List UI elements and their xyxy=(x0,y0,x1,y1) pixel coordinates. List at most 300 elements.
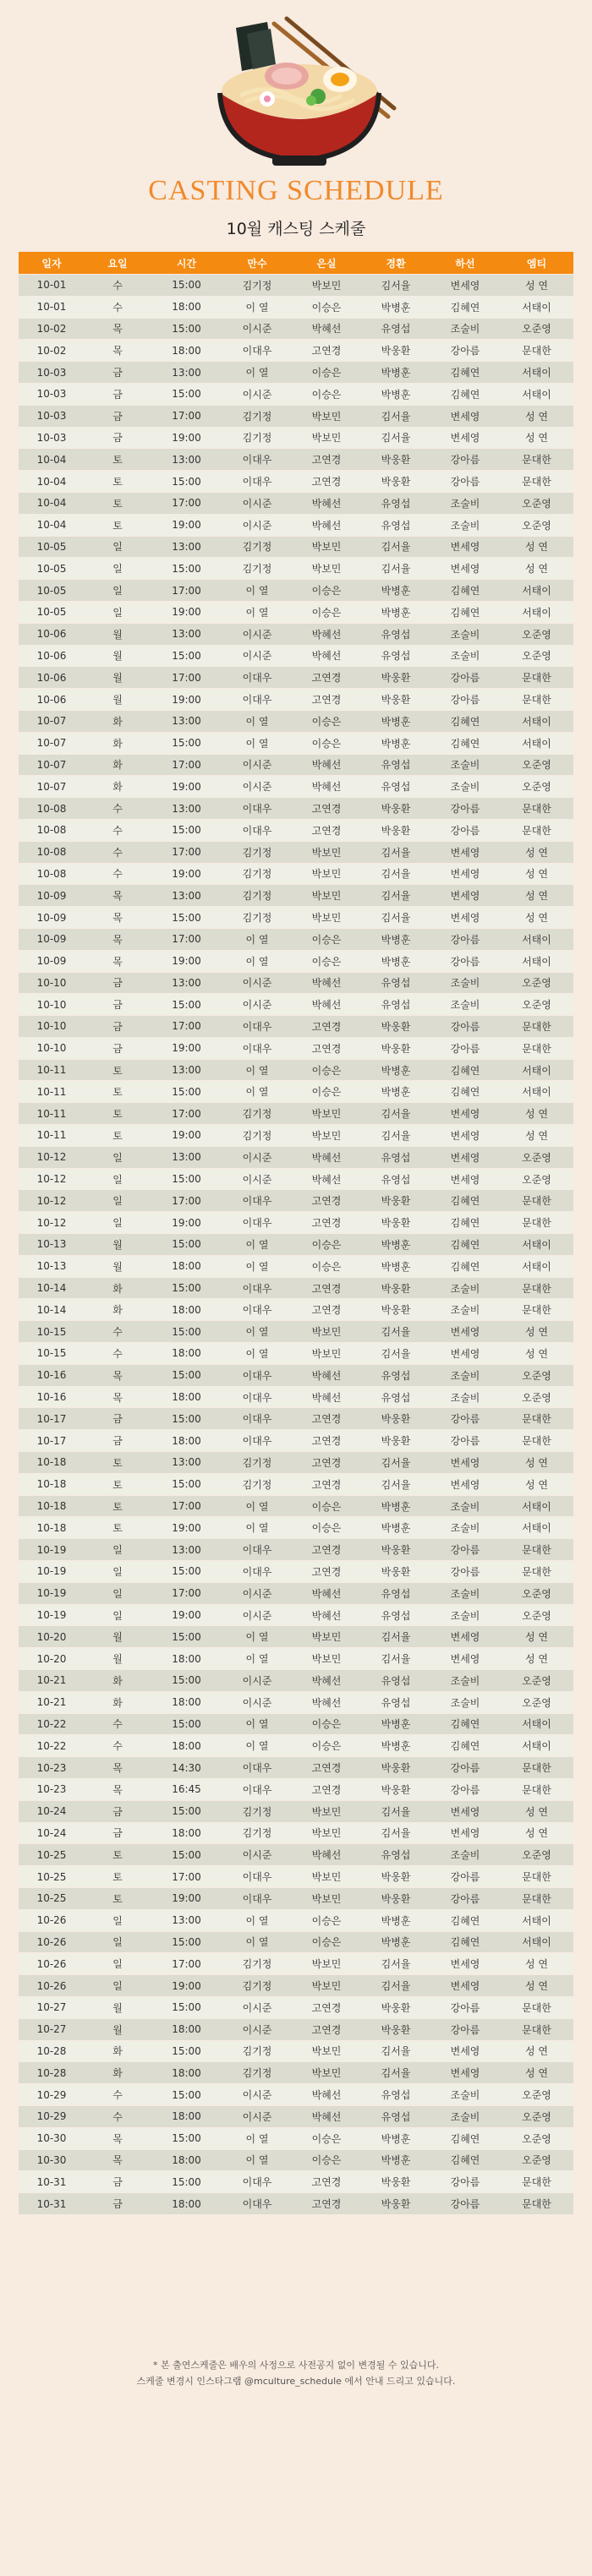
weekday-cell: 수 xyxy=(85,2084,151,2105)
table-row xyxy=(19,646,573,667)
cast-cell: 박보민 xyxy=(292,1321,361,1342)
cast-cell: 이승은 xyxy=(292,384,361,405)
table-row xyxy=(19,1408,573,1429)
cast-cell: 박보민 xyxy=(292,1801,361,1822)
cast-cell: 박병훈 xyxy=(361,1735,430,1756)
cast-cell: 이대우 xyxy=(222,1278,292,1299)
cast-cell: 강아름 xyxy=(430,2019,500,2040)
cast-cell: 김기정 xyxy=(222,406,292,427)
table-row xyxy=(19,1125,573,1146)
table-row xyxy=(19,1321,573,1342)
table-row xyxy=(19,319,573,340)
time-cell: 13:00 xyxy=(151,1060,222,1081)
table-row xyxy=(19,1365,573,1386)
date-cell: 10-08 xyxy=(19,864,85,885)
table-row xyxy=(19,1932,573,1953)
weekday-cell: 화 xyxy=(85,776,151,797)
cast-cell: 김서율 xyxy=(361,275,430,296)
cast-cell: 이 열 xyxy=(222,1321,292,1342)
table-row xyxy=(19,1212,573,1233)
cast-cell: 이승은 xyxy=(292,1910,361,1931)
cast-cell: 오준영 xyxy=(500,493,573,514)
date-cell: 10-12 xyxy=(19,1212,85,1233)
weekday-cell: 금 xyxy=(85,2193,151,2214)
cast-cell: 김서율 xyxy=(361,1648,430,1669)
date-cell: 10-20 xyxy=(19,1648,85,1669)
cast-cell: 박보민 xyxy=(292,2062,361,2083)
table-row xyxy=(19,1147,573,1168)
cast-cell: 강아름 xyxy=(430,449,500,470)
weekday-cell: 일 xyxy=(85,1932,151,1953)
weekday-cell: 화 xyxy=(85,2062,151,2083)
cast-cell: 박웅환 xyxy=(361,340,430,361)
table-row xyxy=(19,1496,573,1517)
date-cell: 10-27 xyxy=(19,2019,85,2040)
date-cell: 10-09 xyxy=(19,951,85,972)
cast-cell: 이승은 xyxy=(292,362,361,383)
cast-cell: 김서율 xyxy=(361,885,430,906)
cast-cell: 서태이 xyxy=(500,602,573,623)
cast-cell: 변세영 xyxy=(430,275,500,296)
date-cell: 10-31 xyxy=(19,2171,85,2192)
time-cell: 15:00 xyxy=(151,2128,222,2149)
table-row xyxy=(19,2041,573,2062)
cast-cell: 유영섭 xyxy=(361,319,430,340)
weekday-cell: 토 xyxy=(85,1517,151,1538)
cast-cell: 이대우 xyxy=(222,1387,292,1408)
cast-cell: 문대한 xyxy=(500,1561,573,1582)
cast-cell: 유영섭 xyxy=(361,493,430,514)
weekday-cell: 일 xyxy=(85,1910,151,1931)
time-cell: 18:00 xyxy=(151,1343,222,1364)
page-subtitle: 10월 캐스팅 스케줄 xyxy=(226,220,366,238)
cast-cell: 박병훈 xyxy=(361,1256,430,1277)
weekday-cell: 토 xyxy=(85,1125,151,1146)
weekday-cell: 목 xyxy=(85,1365,151,1386)
table-row xyxy=(19,2150,573,2171)
cast-cell: 오준영 xyxy=(500,515,573,536)
cast-cell: 변세영 xyxy=(430,1801,500,1822)
table-row xyxy=(19,1060,573,1081)
date-cell: 10-22 xyxy=(19,1735,85,1756)
casting-schedule-table xyxy=(19,251,573,2215)
time-cell: 19:00 xyxy=(151,1975,222,1996)
cast-cell: 고연경 xyxy=(292,1278,361,1299)
cast-cell: 이 열 xyxy=(222,929,292,950)
time-cell: 13:00 xyxy=(151,798,222,819)
table-row xyxy=(19,537,573,558)
date-cell: 10-23 xyxy=(19,1757,85,1778)
cast-cell: 변세영 xyxy=(430,558,500,579)
table-row xyxy=(19,929,573,950)
table-row xyxy=(19,1583,573,1604)
date-cell: 10-08 xyxy=(19,820,85,841)
cast-cell: 서태이 xyxy=(500,951,573,972)
cast-cell: 이승은 xyxy=(292,733,361,754)
cast-cell: 박보민 xyxy=(292,1125,361,1146)
date-cell: 10-06 xyxy=(19,646,85,667)
cast-cell: 성 연 xyxy=(500,558,573,579)
date-cell: 10-05 xyxy=(19,537,85,558)
date-cell: 10-08 xyxy=(19,842,85,863)
cast-cell: 문대한 xyxy=(500,1212,573,1233)
cast-cell: 강아름 xyxy=(430,1866,500,1887)
cast-cell: 고연경 xyxy=(292,1408,361,1429)
table-row xyxy=(19,471,573,492)
weekday-cell: 토 xyxy=(85,1496,151,1517)
weekday-cell: 수 xyxy=(85,1735,151,1756)
table-row xyxy=(19,1474,573,1495)
weekday-cell: 토 xyxy=(85,1474,151,1495)
cast-cell: 강아름 xyxy=(430,820,500,841)
cast-cell: 박병훈 xyxy=(361,951,430,972)
weekday-cell: 수 xyxy=(85,297,151,318)
cast-cell: 김서율 xyxy=(361,1474,430,1495)
time-cell: 15:00 xyxy=(151,471,222,492)
cast-cell: 유영섭 xyxy=(361,1692,430,1713)
cast-cell: 이대우 xyxy=(222,340,292,361)
weekday-cell: 일 xyxy=(85,1190,151,1211)
cast-cell: 이승은 xyxy=(292,1234,361,1255)
table-row xyxy=(19,2171,573,2192)
table-row xyxy=(19,907,573,928)
cast-cell: 박웅환 xyxy=(361,1539,430,1560)
cast-cell: 박보민 xyxy=(292,1888,361,1909)
weekday-cell: 일 xyxy=(85,537,151,558)
date-cell: 10-06 xyxy=(19,667,85,688)
cast-cell: 김혜연 xyxy=(430,362,500,383)
time-cell: 13:00 xyxy=(151,1910,222,1931)
cast-cell: 변세영 xyxy=(430,428,500,449)
cast-cell: 박웅환 xyxy=(361,1430,430,1451)
cast-cell: 김혜연 xyxy=(430,1714,500,1735)
date-cell: 10-07 xyxy=(19,776,85,797)
cast-cell: 변세영 xyxy=(430,1474,500,1495)
time-cell: 15:00 xyxy=(151,384,222,405)
table-row xyxy=(19,2019,573,2040)
cast-cell: 오준영 xyxy=(500,624,573,645)
cast-cell: 박병훈 xyxy=(361,2150,430,2171)
cast-cell: 이승은 xyxy=(292,1256,361,1277)
cast-cell: 이 열 xyxy=(222,2128,292,2149)
cast-cell: 박웅환 xyxy=(361,1299,430,1320)
column-header: 은실 xyxy=(292,252,361,274)
weekday-cell: 토 xyxy=(85,1081,151,1102)
cast-cell: 유영섭 xyxy=(361,2106,430,2127)
date-cell: 10-20 xyxy=(19,1626,85,1647)
table-row xyxy=(19,340,573,361)
date-cell: 10-04 xyxy=(19,471,85,492)
table-row xyxy=(19,1278,573,1299)
table-row xyxy=(19,864,573,885)
cast-cell: 강아름 xyxy=(430,340,500,361)
cast-cell: 오준영 xyxy=(500,1605,573,1626)
cast-cell: 박보민 xyxy=(292,885,361,906)
date-cell: 10-14 xyxy=(19,1278,85,1299)
time-cell: 19:00 xyxy=(151,515,222,536)
cast-cell: 조술비 xyxy=(430,493,500,514)
date-cell: 10-26 xyxy=(19,1953,85,1974)
cast-cell: 문대한 xyxy=(500,820,573,841)
cast-cell: 박병훈 xyxy=(361,1496,430,1517)
cast-cell: 유영섭 xyxy=(361,1365,430,1386)
time-cell: 13:00 xyxy=(151,537,222,558)
time-cell: 17:00 xyxy=(151,1103,222,1124)
time-cell: 17:00 xyxy=(151,1953,222,1974)
cast-cell: 유영섭 xyxy=(361,1844,430,1865)
cast-cell: 고연경 xyxy=(292,1474,361,1495)
cast-cell: 이대우 xyxy=(222,1299,292,1320)
cast-cell: 이 열 xyxy=(222,1256,292,1277)
cast-cell: 서태이 xyxy=(500,1735,573,1756)
cast-cell: 박혜선 xyxy=(292,1844,361,1865)
cast-cell: 이 열 xyxy=(222,733,292,754)
cast-cell: 박혜선 xyxy=(292,1583,361,1604)
cast-cell: 이 열 xyxy=(222,1496,292,1517)
time-cell: 15:00 xyxy=(151,1997,222,2018)
time-cell: 19:00 xyxy=(151,1212,222,1233)
cast-cell: 서태이 xyxy=(500,1060,573,1081)
cast-cell: 김혜연 xyxy=(430,1932,500,1953)
cast-cell: 김서율 xyxy=(361,537,430,558)
table-row xyxy=(19,515,573,536)
cast-cell: 문대한 xyxy=(500,798,573,819)
cast-cell: 고연경 xyxy=(292,1539,361,1560)
time-cell: 13:00 xyxy=(151,362,222,383)
cast-cell: 김혜연 xyxy=(430,1212,500,1233)
time-cell: 15:00 xyxy=(151,994,222,1015)
cast-cell: 이시준 xyxy=(222,1169,292,1190)
cast-cell: 성 연 xyxy=(500,1953,573,1974)
date-cell: 10-10 xyxy=(19,973,85,994)
cast-cell: 김혜연 xyxy=(430,602,500,623)
cast-cell: 이 열 xyxy=(222,2150,292,2171)
cast-cell: 김기정 xyxy=(222,842,292,863)
cast-cell: 변세영 xyxy=(430,1125,500,1146)
weekday-cell: 화 xyxy=(85,733,151,754)
cast-cell: 오준영 xyxy=(500,1365,573,1386)
table-row xyxy=(19,493,573,514)
time-cell: 15:00 xyxy=(151,646,222,667)
weekday-cell: 목 xyxy=(85,2128,151,2149)
date-cell: 10-26 xyxy=(19,1910,85,1931)
date-cell: 10-18 xyxy=(19,1496,85,1517)
cast-cell: 이승은 xyxy=(292,1735,361,1756)
date-cell: 10-03 xyxy=(19,362,85,383)
cast-cell: 박보민 xyxy=(292,1823,361,1844)
date-cell: 10-10 xyxy=(19,1016,85,1037)
weekday-cell: 일 xyxy=(85,1169,151,1190)
date-cell: 10-07 xyxy=(19,711,85,732)
cast-cell: 강아름 xyxy=(430,1038,500,1059)
weekday-cell: 월 xyxy=(85,624,151,645)
table-row xyxy=(19,994,573,1015)
cast-cell: 박혜선 xyxy=(292,646,361,667)
cast-cell: 오준영 xyxy=(500,1583,573,1604)
cast-cell: 김서율 xyxy=(361,1452,430,1473)
cast-cell: 이대우 xyxy=(222,1430,292,1451)
cast-cell: 이대우 xyxy=(222,1212,292,1233)
weekday-cell: 목 xyxy=(85,340,151,361)
cast-cell: 박웅환 xyxy=(361,2171,430,2192)
date-cell: 10-04 xyxy=(19,515,85,536)
cast-cell: 조술비 xyxy=(430,1365,500,1386)
cast-cell: 김혜연 xyxy=(430,1735,500,1756)
cast-cell: 고연경 xyxy=(292,2019,361,2040)
cast-cell: 이 열 xyxy=(222,1517,292,1538)
cast-cell: 서태이 xyxy=(500,1256,573,1277)
cast-cell: 문대한 xyxy=(500,1866,573,1887)
time-cell: 15:00 xyxy=(151,1801,222,1822)
weekday-cell: 월 xyxy=(85,2019,151,2040)
table-row xyxy=(19,1081,573,1102)
date-cell: 10-10 xyxy=(19,1038,85,1059)
cast-cell: 이 열 xyxy=(222,1932,292,1953)
time-cell: 19:00 xyxy=(151,951,222,972)
cast-cell: 강아름 xyxy=(430,1016,500,1037)
weekday-cell: 목 xyxy=(85,1779,151,1800)
cast-cell: 박병훈 xyxy=(361,362,430,383)
table-row xyxy=(19,1866,573,1887)
cast-cell: 박병훈 xyxy=(361,602,430,623)
date-cell: 10-13 xyxy=(19,1256,85,1277)
cast-cell: 서태이 xyxy=(500,1496,573,1517)
cast-cell: 박혜선 xyxy=(292,493,361,514)
time-cell: 19:00 xyxy=(151,1038,222,1059)
date-cell: 10-18 xyxy=(19,1474,85,1495)
cast-cell: 박웅환 xyxy=(361,1757,430,1778)
cast-cell: 이승은 xyxy=(292,2128,361,2149)
date-cell: 10-21 xyxy=(19,1670,85,1691)
cast-cell: 오준영 xyxy=(500,319,573,340)
cast-cell: 김혜연 xyxy=(430,1190,500,1211)
cast-cell: 박보민 xyxy=(292,406,361,427)
date-cell: 10-05 xyxy=(19,558,85,579)
date-cell: 10-11 xyxy=(19,1103,85,1124)
cast-cell: 문대한 xyxy=(500,1038,573,1059)
weekday-cell: 일 xyxy=(85,1539,151,1560)
cast-cell: 이대우 xyxy=(222,689,292,710)
cast-cell: 박혜선 xyxy=(292,755,361,776)
time-cell: 18:00 xyxy=(151,1648,222,1669)
table-row xyxy=(19,1757,573,1778)
table-row xyxy=(19,733,573,754)
cast-cell: 이승은 xyxy=(292,297,361,318)
cast-cell: 조술비 xyxy=(430,1844,500,1865)
date-cell: 10-25 xyxy=(19,1866,85,1887)
cast-cell: 박웅환 xyxy=(361,1212,430,1233)
weekday-cell: 금 xyxy=(85,1801,151,1822)
cast-cell: 문대한 xyxy=(500,689,573,710)
date-cell: 10-05 xyxy=(19,602,85,623)
cast-cell: 강아름 xyxy=(430,951,500,972)
weekday-cell: 수 xyxy=(85,864,151,885)
date-cell: 10-24 xyxy=(19,1823,85,1844)
cast-cell: 문대한 xyxy=(500,1757,573,1778)
cast-cell: 성 연 xyxy=(500,2062,573,2083)
date-cell: 10-21 xyxy=(19,1692,85,1713)
weekday-cell: 수 xyxy=(85,1343,151,1364)
cast-cell: 고연경 xyxy=(292,1190,361,1211)
table-row xyxy=(19,1823,573,1844)
table-row xyxy=(19,2062,573,2083)
cast-cell: 박혜선 xyxy=(292,973,361,994)
weekday-cell: 월 xyxy=(85,667,151,688)
time-cell: 13:00 xyxy=(151,1452,222,1473)
cast-cell: 이시준 xyxy=(222,1147,292,1168)
weekday-cell: 월 xyxy=(85,1626,151,1647)
time-cell: 18:00 xyxy=(151,340,222,361)
cast-cell: 김서율 xyxy=(361,406,430,427)
cast-cell: 이대우 xyxy=(222,449,292,470)
cast-cell: 김혜연 xyxy=(430,711,500,732)
cast-cell: 이승은 xyxy=(292,711,361,732)
time-cell: 15:00 xyxy=(151,2084,222,2105)
table-row xyxy=(19,1038,573,1059)
cast-cell: 성 연 xyxy=(500,275,573,296)
cast-cell: 서태이 xyxy=(500,362,573,383)
cast-cell: 조술비 xyxy=(430,1605,500,1626)
cast-cell: 변세영 xyxy=(430,1169,500,1190)
table-row xyxy=(19,776,573,797)
table-row xyxy=(19,1953,573,1974)
date-cell: 10-19 xyxy=(19,1539,85,1560)
time-cell: 15:00 xyxy=(151,1714,222,1735)
time-cell: 17:00 xyxy=(151,667,222,688)
cast-cell: 이대우 xyxy=(222,798,292,819)
cast-cell: 오준영 xyxy=(500,1692,573,1713)
cast-cell: 박웅환 xyxy=(361,1779,430,1800)
table-row xyxy=(19,1975,573,1996)
weekday-cell: 월 xyxy=(85,1234,151,1255)
cast-cell: 이시준 xyxy=(222,624,292,645)
date-cell: 10-27 xyxy=(19,1997,85,2018)
date-cell: 10-11 xyxy=(19,1060,85,1081)
cast-cell: 오준영 xyxy=(500,1147,573,1168)
date-cell: 10-29 xyxy=(19,2106,85,2127)
cast-cell: 이승은 xyxy=(292,602,361,623)
cast-cell: 이 열 xyxy=(222,1910,292,1931)
cast-cell: 문대한 xyxy=(500,1888,573,1909)
weekday-cell: 화 xyxy=(85,711,151,732)
cast-cell: 김기정 xyxy=(222,1125,292,1146)
time-cell: 15:00 xyxy=(151,733,222,754)
table-row xyxy=(19,1539,573,1560)
cast-cell: 박병훈 xyxy=(361,1081,430,1102)
time-cell: 15:00 xyxy=(151,1474,222,1495)
column-header: 만수 xyxy=(222,252,292,274)
date-cell: 10-16 xyxy=(19,1387,85,1408)
weekday-cell: 목 xyxy=(85,907,151,928)
cast-cell: 이시준 xyxy=(222,384,292,405)
weekday-cell: 화 xyxy=(85,1670,151,1691)
cast-cell: 박웅환 xyxy=(361,2019,430,2040)
cast-cell: 문대한 xyxy=(500,449,573,470)
cast-cell: 강아름 xyxy=(430,2193,500,2214)
cast-cell: 성 연 xyxy=(500,842,573,863)
date-cell: 10-09 xyxy=(19,929,85,950)
cast-cell: 박보민 xyxy=(292,1103,361,1124)
cast-cell: 유영섭 xyxy=(361,1387,430,1408)
cast-cell: 김혜연 xyxy=(430,580,500,601)
cast-cell: 박병훈 xyxy=(361,1234,430,1255)
time-cell: 19:00 xyxy=(151,1605,222,1626)
cast-cell: 변세영 xyxy=(430,406,500,427)
cast-cell: 오준영 xyxy=(500,973,573,994)
cast-cell: 유영섭 xyxy=(361,646,430,667)
table-row xyxy=(19,1670,573,1691)
date-cell: 10-16 xyxy=(19,1365,85,1386)
